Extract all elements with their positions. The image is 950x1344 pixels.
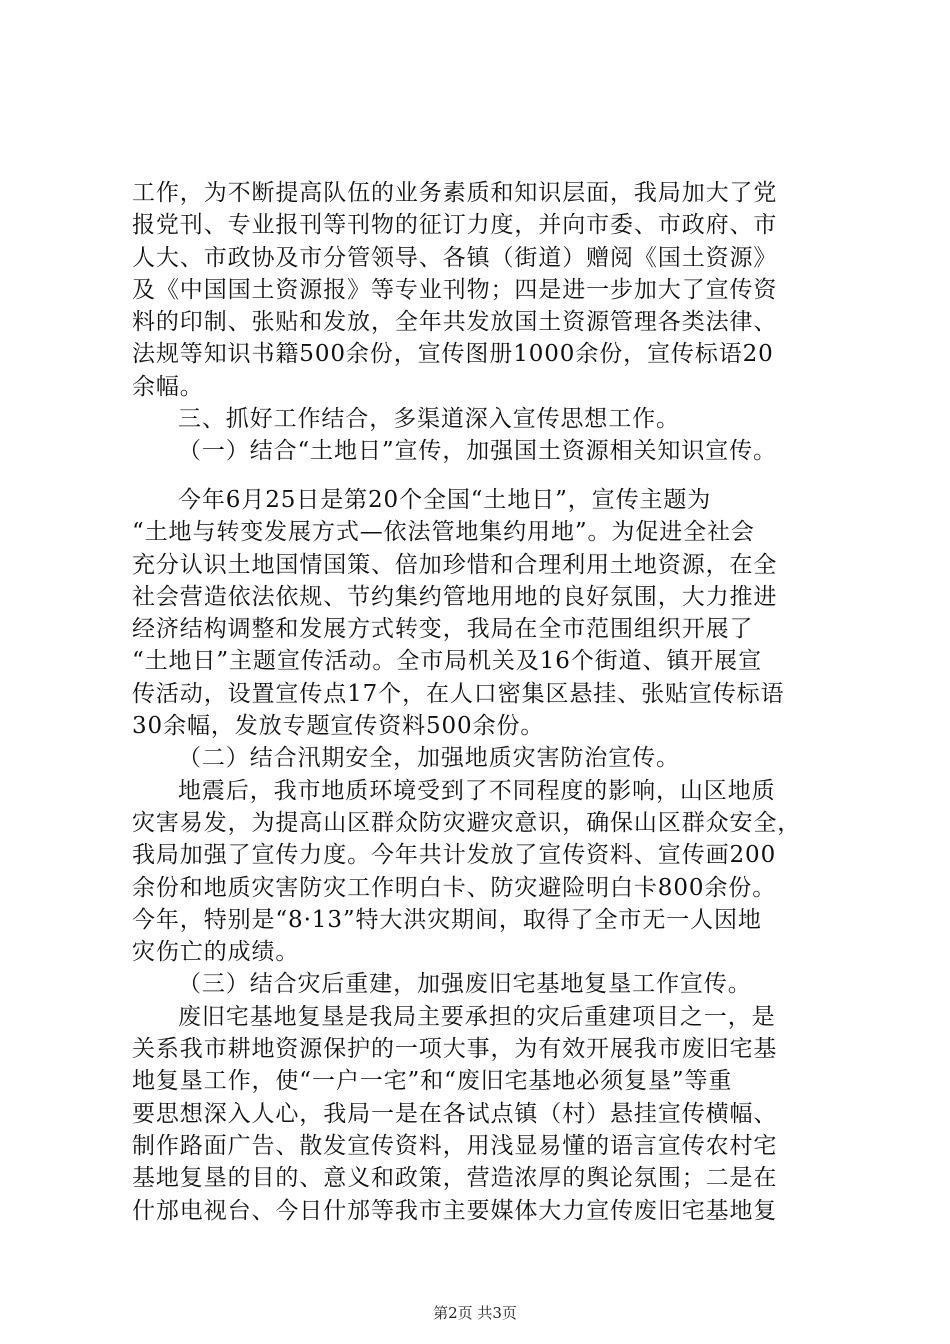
paragraph-line: “土地与转变发展方式—依法管地集约用地”。为促进全社会 xyxy=(132,519,755,546)
paragraph-line: 社会营造依法依规、节约集约管地用地的良好氛围，大力推进 xyxy=(132,583,778,610)
paragraph-line: 地复垦工作，使“一户一宅”和“废旧宅基地必须复垦”等重 xyxy=(132,1068,733,1095)
paragraph-line: 制作路面广告、散发宣传资料，用浅显易懂的语言宣传农村宅 xyxy=(132,1132,778,1159)
paragraph-line: 地震后，我市地质环境受到了不同程度的影响，山区地质 xyxy=(178,777,776,804)
paragraph-line: 灾伤亡的成绩。 xyxy=(132,939,300,966)
paragraph-line: 今年6月25日是第20个全国“土地日”，宣传主题为 xyxy=(178,487,712,513)
paragraph-line: 废旧宅基地复垦是我局主要承担的灾后重建项目之一，是 xyxy=(178,1003,776,1030)
paragraph-line: 什邡电视台、今日什邡等我市主要媒体大力宣传废旧宅基地复 xyxy=(132,1197,778,1224)
paragraph-line: 料的印制、张贴和发放，全年共发放国土资源管理各类法律、 xyxy=(132,309,778,336)
paragraph-line: 关系我市耕地资源保护的一项大事，为有效开展我市废旧宅基 xyxy=(132,1036,778,1063)
paragraph-line: 人大、市政协及市分管领导、各镇（街道）赠阅《国土资源》 xyxy=(132,244,778,271)
page-number-footer: 第2页 共3页 xyxy=(433,1304,517,1322)
paragraph-line: 30余幅，发放专题宣传资料500余份。 xyxy=(132,713,545,740)
section-heading-3: 三、抓好工作结合，多渠道深入宣传思想工作。 xyxy=(178,406,680,433)
paragraph-line: 灾害易发，为提高山区群众防灾避灾意识，确保山区群众安全， xyxy=(132,809,802,836)
paragraph-line: 余份和地质灾害防灾工作明白卡、防灾避险明白卡800余份。 xyxy=(132,874,777,901)
paragraph-line: 我局加强了宣传力度。今年共计发放了宣传资料、宣传画200 xyxy=(132,842,777,869)
paragraph-line: 充分认识土地国情国策、倍加珍惜和合理利用土地资源，在全 xyxy=(132,551,778,578)
paragraph-line: 要思想深入人心，我局一是在各试点镇（村）悬挂宣传横幅、 xyxy=(132,1100,778,1127)
paragraph-line: 及《中国国土资源报》等专业刊物；四是进一步加大了宣传资 xyxy=(132,276,778,303)
paragraph-line: 今年，特别是“8·13”特大洪灾期间，取得了全市无一人因地 xyxy=(132,906,762,933)
paragraph-line: 经济结构调整和发展方式转变，我局在全市范围组织开展了 xyxy=(132,616,754,643)
subheading-land-day: （一）结合“土地日”宣传，加强国土资源相关知识宣传。 xyxy=(178,438,777,465)
body-text-top xyxy=(132,177,832,468)
subheading-flood-safety: （二）结合汛期安全，加强地质灾害防治宣传。 xyxy=(178,745,680,772)
subheading-reconstruction: （三）结合灾后重建，加强废旧宅基地复垦工作宣传。 xyxy=(178,971,752,998)
paragraph-line: 余幅。 xyxy=(132,373,204,400)
paragraph-line: 传活动，设置宣传点17个，在人口密集区悬挂、张贴宣传标语 xyxy=(132,680,785,707)
paragraph-line: 法规等知识书籍500余份，宣传图册1000余份，宣传标语20 xyxy=(132,341,774,368)
paragraph-line: 报党刊、专业报刊等刊物的征订力度，并向市委、市政府、市 xyxy=(132,212,778,239)
paragraph-line: “土地日”主题宣传活动。全市局机关及16个街道、镇开展宣 xyxy=(132,648,762,675)
paragraph-line: 工作，为不断提高队伍的业务素质和知识层面，我局加大了党 xyxy=(132,180,778,206)
body-text-main xyxy=(132,484,832,1227)
paragraph-line: 基地复垦的目的、意义和政策，营造浓厚的舆论氛围；二是在 xyxy=(132,1165,778,1192)
